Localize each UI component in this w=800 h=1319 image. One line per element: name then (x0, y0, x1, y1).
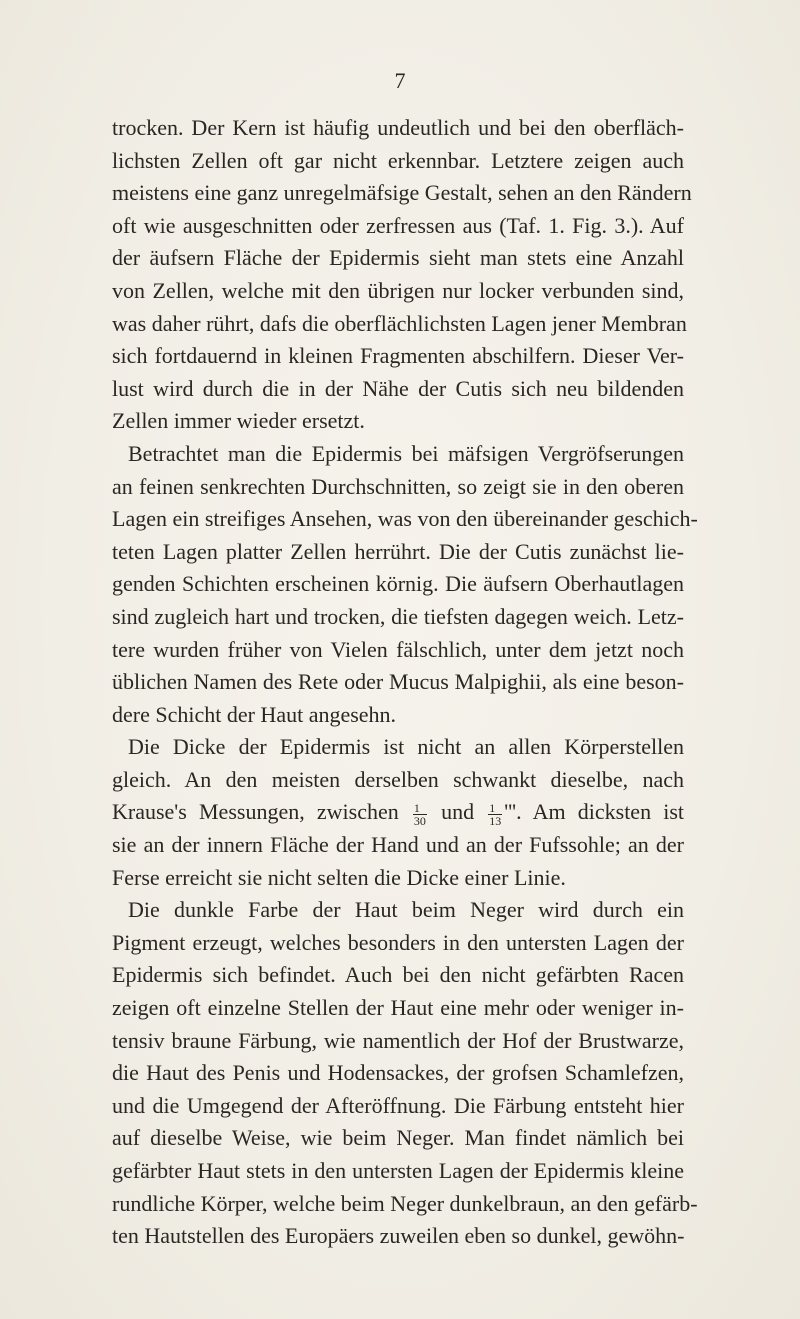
line-segment: '''. Am dicksten ist (504, 799, 685, 825)
text-line: Zellen immer wieder ersetzt. (112, 408, 365, 434)
text-line: ten Hautstellen des Europäers zuweilen eben so dunkel, gewöhn- (112, 1223, 685, 1249)
text-line: sie an der innern Fläche der Hand und an der Fufssohle; an der (112, 832, 684, 858)
text-line: und die Umgegend der Afteröffnung. Die Färbung entsteht hier (112, 1092, 684, 1118)
text-line: Epidermis sich befindet. Auch bei den nicht gefärbten Racen (112, 962, 684, 988)
page-number: 7 (394, 68, 406, 93)
text-line: genden Schichten erscheinen körnig. Die äufsern Oberhautlagen (112, 571, 684, 597)
paragraph-start-line: Die Dicke der Epidermis ist nicht an allen Körperstellen (128, 734, 684, 760)
text-line: rundliche Körper, welche beim Neger dunkelbraun, an den gefärb- (112, 1190, 698, 1216)
fraction-numerator: 1 (413, 802, 427, 815)
fraction-one-thirteenth (488, 802, 502, 827)
body-text (112, 112, 698, 1253)
text-line: der äufsern Fläche der Epidermis sieht man stets eine Anzahl (112, 245, 684, 271)
text-line: dere Schicht der Haut angesehn. (112, 701, 397, 727)
text-line: lichsten Zellen oft gar nicht erkennbar. Letztere zeigen auch (112, 147, 684, 173)
text-line: sind zugleich hart und trocken, die tiefsten dagegen weich. Letz- (112, 603, 684, 629)
text-line: üblichen Namen des Rete oder Mucus Malpighii, als eine beson- (112, 669, 684, 695)
text-line: tere wurden früher von Vielen fälschlich, unter dem jetzt noch (112, 636, 684, 662)
text-line: gleich. An den meisten derselben schwankt dieselbe, nach (112, 766, 684, 792)
text-line: zeigen oft einzelne Stellen der Haut eine mehr oder weniger in- (112, 995, 684, 1021)
fraction-one-thirtieth (413, 802, 427, 827)
text-line: meistens eine ganz unregelmäfsige Gestalt, sehen an den Rändern (112, 180, 692, 206)
text-line: oft wie ausgeschnitten oder zerfressen aus (Taf. 1. Fig. 3.). Auf (112, 212, 684, 238)
fraction-numerator: 1 (488, 802, 502, 815)
text-line: an feinen senkrechten Durchschnitten, so zeigt sie in den oberen (112, 473, 684, 499)
fraction-denominator: 30 (413, 813, 426, 828)
text-line: was daher rührt, dafs die oberflächlichsten Lagen jener Membran (112, 310, 687, 336)
line-segment: Krause's Messungen, zwischen (112, 799, 399, 825)
text-line: von Zellen, welche mit den übrigen nur locker verbunden sind, (112, 277, 684, 303)
text-line: Ferse erreicht sie nicht selten die Dicke einer Linie. (112, 864, 566, 890)
paragraph-start-line: Die dunkle Farbe der Haut beim Neger wird durch ein (128, 897, 684, 923)
line-segment: und (441, 799, 475, 825)
text-line: die Haut des Penis und Hodensackes, der grofsen Schamlefzen, (112, 1060, 684, 1086)
text-line: teten Lagen platter Zellen herrührt. Die der Cutis zunächst lie- (112, 538, 684, 564)
text-line: auf dieselbe Weise, wie beim Neger. Man findet nämlich bei (112, 1125, 684, 1151)
text-line: sich fortdauernd in kleinen Fragmenten abschilfern. Dieser Ver- (112, 343, 684, 369)
text-line: Pigment erzeugt, welches besonders in den untersten Lagen der (112, 929, 684, 955)
fraction-denominator: 13 (489, 813, 502, 828)
text-line: trocken. Der Kern ist häufig undeutlich und bei den oberfläch- (112, 115, 684, 140)
paragraph-start-line: Betrachtet man die Epidermis bei mäfsigen Vergröfserungen (128, 440, 684, 466)
text-line: Lagen ein streifiges Ansehen, was von den übereinander geschich- (112, 506, 698, 532)
text-line: tensiv braune Färbung, wie namentlich der Hof der Brustwarze, (112, 1027, 684, 1053)
text-line: gefärbter Haut stets in den untersten Lagen der Epidermis kleine (112, 1158, 684, 1183)
text-line-with-fractions (112, 796, 684, 829)
text-line: lust wird durch die in der Nähe der Cutis sich neu bildenden (112, 375, 684, 401)
